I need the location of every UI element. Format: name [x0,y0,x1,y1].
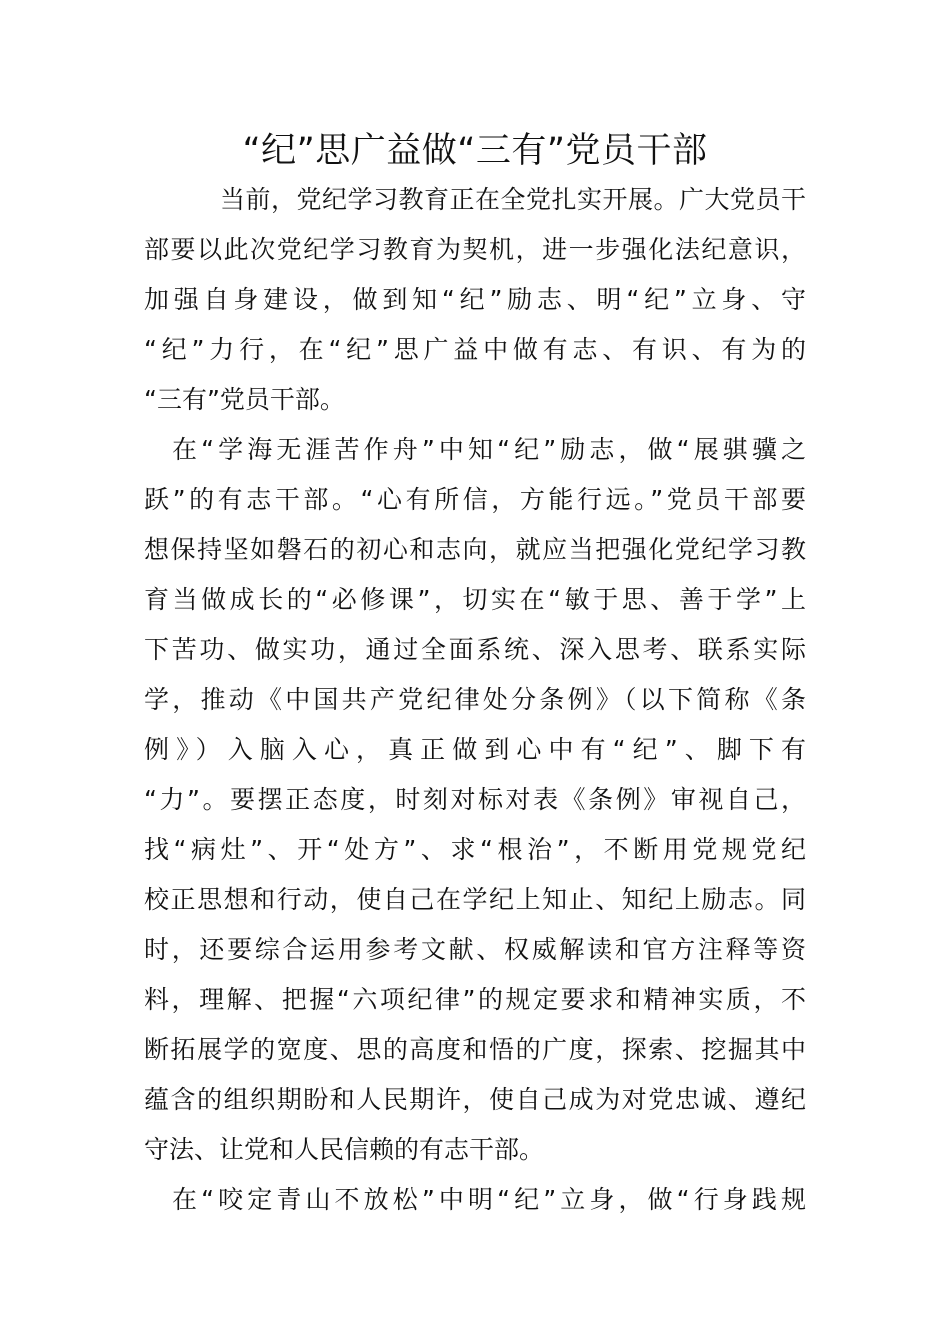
paragraph-line: 找“病灶”、开“处方”、求“根治”，不断用党规党纪 [144,835,806,864]
paragraph-line: 例》）入脑入心，真正做到心中有“纪”、脚下有 [144,735,806,764]
paragraph-line: 守法、让党和人民信赖的有志干部。 [144,1135,545,1164]
paragraph-line: 在“学海无涯苦作舟”中知“纪”励志，做“展骐骥之 [172,435,806,464]
paragraph-line: 加强自身建设，做到知“纪”励志、明“纪”立身、守 [144,285,806,314]
paragraph-line: 校正思想和行动，使自己在学纪上知止、知纪上励志。同 [144,885,806,914]
paragraph-line: 跃”的有志干部。“心有所信，方能行远。”党员干部要 [144,485,806,514]
paragraph-line: 想保持坚如磐石的初心和志向，就应当把强化党纪学习教 [144,535,806,564]
paragraph-line: 时，还要综合运用参考文献、权威解读和官方注释等资 [144,935,806,964]
paragraph-line: 育当做成长的“必修课”，切实在“敏于思、善于学”上 [144,585,806,614]
paragraph-line: “纪”力行，在“纪”思广益中做有志、有识、有为的 [144,335,806,364]
paragraph-line: 蕴含的组织期盼和人民期许，使自己成为对党忠诚、遵纪 [144,1085,806,1114]
paragraph-line: 在“咬定青山不放松”中明“纪”立身，做“行身践规 [172,1185,806,1214]
paragraph-line: 断拓展学的宽度、思的高度和悟的广度，探索、挖掘其中 [144,1035,806,1064]
paragraph-line: 学，推动《中国共产党纪律处分条例》（以下简称《条 [144,685,806,714]
paragraph-line: 料，理解、把握“六项纪律”的规定要求和精神实质，不 [144,985,806,1014]
paragraph-line: 当前，党纪学习教育正在全党扎实开展。广大党员干 [220,185,806,214]
document-body [144,175,806,1225]
document-title: “纪”思广益做“三有”党员干部 [242,131,708,171]
paragraph-line: “力”。要摆正态度，时刻对标对表《条例》审视自己， [144,785,806,814]
paragraph-line: 部要以此次党纪学习教育为契机，进一步强化法纪意识， [144,235,806,264]
paragraph-line: “三有”党员干部。 [144,385,345,414]
paragraph-line: 下苦功、做实功，通过全面系统、深入思考、联系实际 [144,635,806,664]
